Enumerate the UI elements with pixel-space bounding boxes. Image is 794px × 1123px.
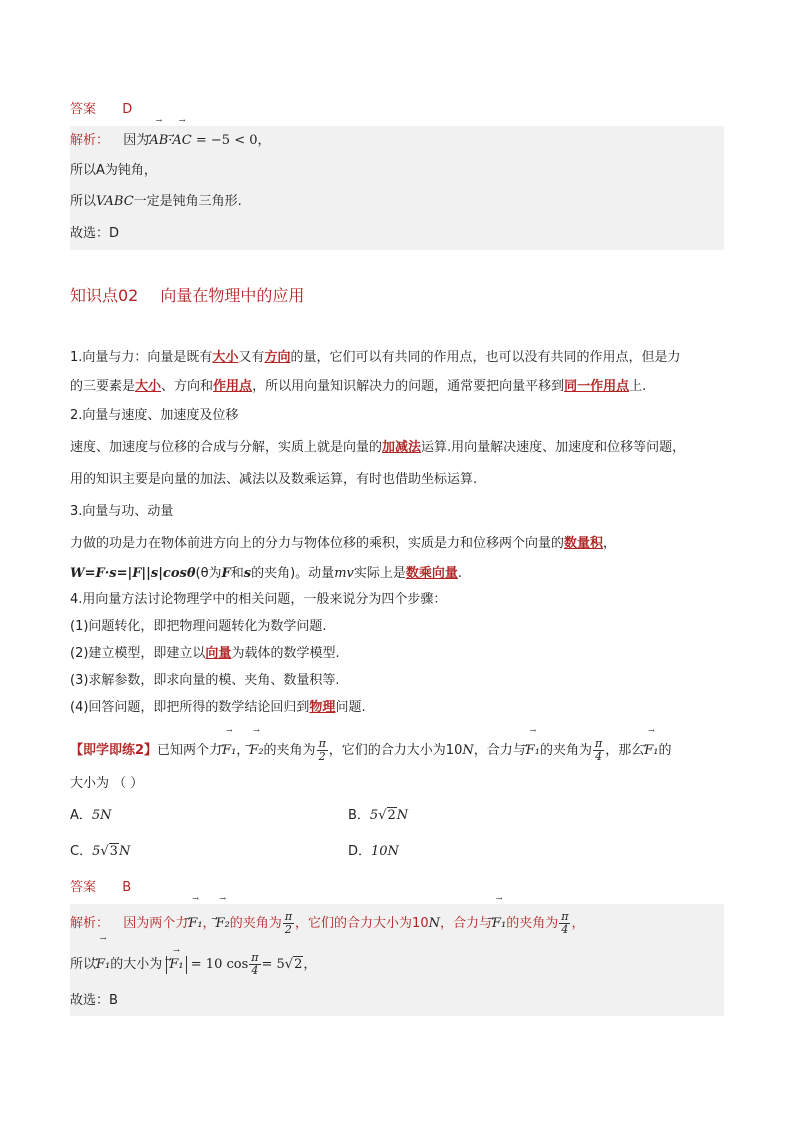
dot-expression: = −5 < 0 — [195, 133, 258, 148]
step1-text: 所以A为钝角， — [70, 163, 157, 178]
fraction-pi-over-4: $\frac{\pi}{4}$ — [561, 910, 569, 936]
q1-step1 — [70, 156, 724, 186]
keyword: 数乘向量 — [405, 566, 458, 581]
answer-value: B — [122, 880, 132, 895]
analysis-intro: 因为 — [123, 133, 150, 148]
keyword: 物理 — [309, 700, 336, 715]
keyword: 加减法 — [382, 440, 422, 455]
para2-title: 2.向量与速度、加速度及位移 — [70, 408, 239, 423]
step2-post: 一定是钝角三角形. — [133, 194, 242, 209]
q2-stem-line1: 【即学即练2】已知两个力 ⃗ → F₁， ⃗ → F₂的夹角为 $\frac{\pi}{2}$ ，它们的合力大小为10N，合力与 ⃗ → F₁的夹角为 $\frac{\pi}{4}$ ，那么 ⃗ → F₁的 — [70, 736, 671, 766]
fraction-pi-over-4: $\frac{\pi}{4}$ — [251, 951, 259, 977]
vector-f1: ⃗ → F₁ — [222, 736, 236, 766]
para1-line1: 1.向量与力：向量是既有大小又有方向的量，它们可以有共同的作用点，也可以没有共同的作用点，但是力 — [70, 350, 681, 365]
keyword: 大小 — [212, 350, 239, 365]
q1-conclusion — [70, 218, 724, 250]
para3-title: 3.向量与功、动量 — [70, 504, 174, 519]
para2-line2: 用的知识主要是向量的加法、减法以及数乘运算，有时也借助坐标运算. — [70, 472, 478, 487]
vector-f1: ⃗ → F₁ — [492, 904, 506, 944]
vector-f1: ⃗ → F₁ — [96, 944, 110, 986]
para4-step1: (1)问题转化，即把物理问题转化为数学问题. — [70, 619, 327, 634]
magnitude-f1: ⃗ → F₁ — [166, 956, 186, 974]
vector-ac: ⃗ → AC — [172, 126, 191, 156]
keyword: 同一作用点 — [564, 379, 630, 394]
q2-conclusion — [70, 986, 724, 1016]
q2-result-line: 所以 ⃗ → F₁的大小为 ⃗ → F₁ = 10 cos $\frac{\pi}{4}$ = 5√2， — [70, 944, 724, 986]
q1-step2 — [70, 186, 724, 218]
answer-label: 答案 — [70, 880, 97, 895]
option-a[interactable]: A．5N — [70, 808, 112, 823]
q2-stem-line2: 大小为 （ ） — [70, 776, 144, 791]
q1-analysis-line: 解析： 因为 ⃗ → AB· ⃗ → AC = −5 < 0， — [70, 126, 724, 156]
vector-f1: ⃗ → F₁ — [188, 904, 202, 944]
para2-line1: 速度、加速度与位移的合成与分解，实质上就是向量的加减法运算.用向量解决速度、加速度和位移等问题， — [70, 440, 686, 455]
section-heading — [70, 284, 304, 308]
section-title: 知识点02 — [70, 286, 139, 305]
option-b[interactable]: B．5√2N — [348, 808, 409, 823]
fraction-pi-over-2: $\frac{\pi}{2}$ — [318, 737, 326, 763]
para4-step3: (3)求解参数，即求向量的模、夹角、数量积等. — [70, 673, 340, 688]
keyword: 大小 — [135, 379, 162, 394]
vector-f2: ⃗ → F₂ — [249, 736, 263, 766]
para3-line1: 力做的功是力在物体前进方向上的分力与物体位移的乘积，实质是力和位移两个向量的数量积， — [70, 536, 617, 551]
analysis-label: 解析： — [70, 133, 110, 148]
para4-title: 4.用向量方法讨论物理学中的相关问题，一般来说分为四个步骤： — [70, 592, 447, 607]
comma: ， — [257, 133, 271, 148]
q2-answer-line — [70, 878, 131, 898]
para4-step4: (4)回答问题，即把所得的数学结论回归到物理问题. — [70, 700, 366, 715]
para1-line2: 的三要素是大小、方向和作用点，所以用向量知识解决力的问题，通常要把向量平移到同一作用点上. — [70, 379, 647, 394]
q1-answer-line — [70, 100, 132, 120]
keyword: 方向 — [264, 350, 291, 365]
conclusion-text: 故选：B — [70, 993, 118, 1008]
keyword: 作用点 — [213, 379, 253, 394]
exercise-tag: 【即学即练2】 — [70, 743, 158, 758]
fraction-pi-over-2: $\frac{\pi}{2}$ — [284, 910, 293, 936]
fraction-pi-over-4: $\frac{\pi}{4}$ — [594, 737, 603, 763]
para3-line2: W=F·s=|F||s|cosθ(θ为F和s的夹角)。动量mv实际上是数乘向量. — [70, 566, 463, 581]
para4-step2: (2)建立模型，即建立以向量为载体的数学模型. — [70, 646, 340, 661]
keyword: 向量 — [205, 646, 232, 661]
q2-analysis-line: 解析： 因为两个力 ⃗ → F₁， ⃗ → F₂的夹角为 $\frac{\pi}{2}$ ，它们的合力大小为10N，合力与 ⃗ → F₁的夹角为 $\frac{\pi}{4}$ ， — [70, 904, 724, 944]
triangle-symbol: VABC — [96, 194, 134, 209]
option-c[interactable]: C．5√3N — [70, 844, 131, 859]
analysis-label: 解析： — [70, 916, 110, 931]
option-d[interactable]: D．10N — [348, 844, 399, 859]
vector-f2: ⃗ → F₂ — [216, 904, 230, 944]
answer-label: 答案 — [70, 102, 97, 117]
answer-value: D — [122, 102, 133, 117]
step2-pre: 所以 — [70, 194, 97, 209]
conclusion-text: 故选：D — [70, 226, 120, 241]
vector-ab: ⃗ → AB — [149, 126, 168, 156]
work-formula: W=F·s=|F||s|cosθ — [70, 566, 196, 581]
keyword: 数量积 — [564, 536, 604, 551]
vector-f1: ⃗ → F₁ — [644, 736, 658, 766]
section-subtitle: 向量在物理中的应用 — [160, 286, 305, 305]
vector-f1: ⃗ → F₁ — [526, 736, 540, 766]
